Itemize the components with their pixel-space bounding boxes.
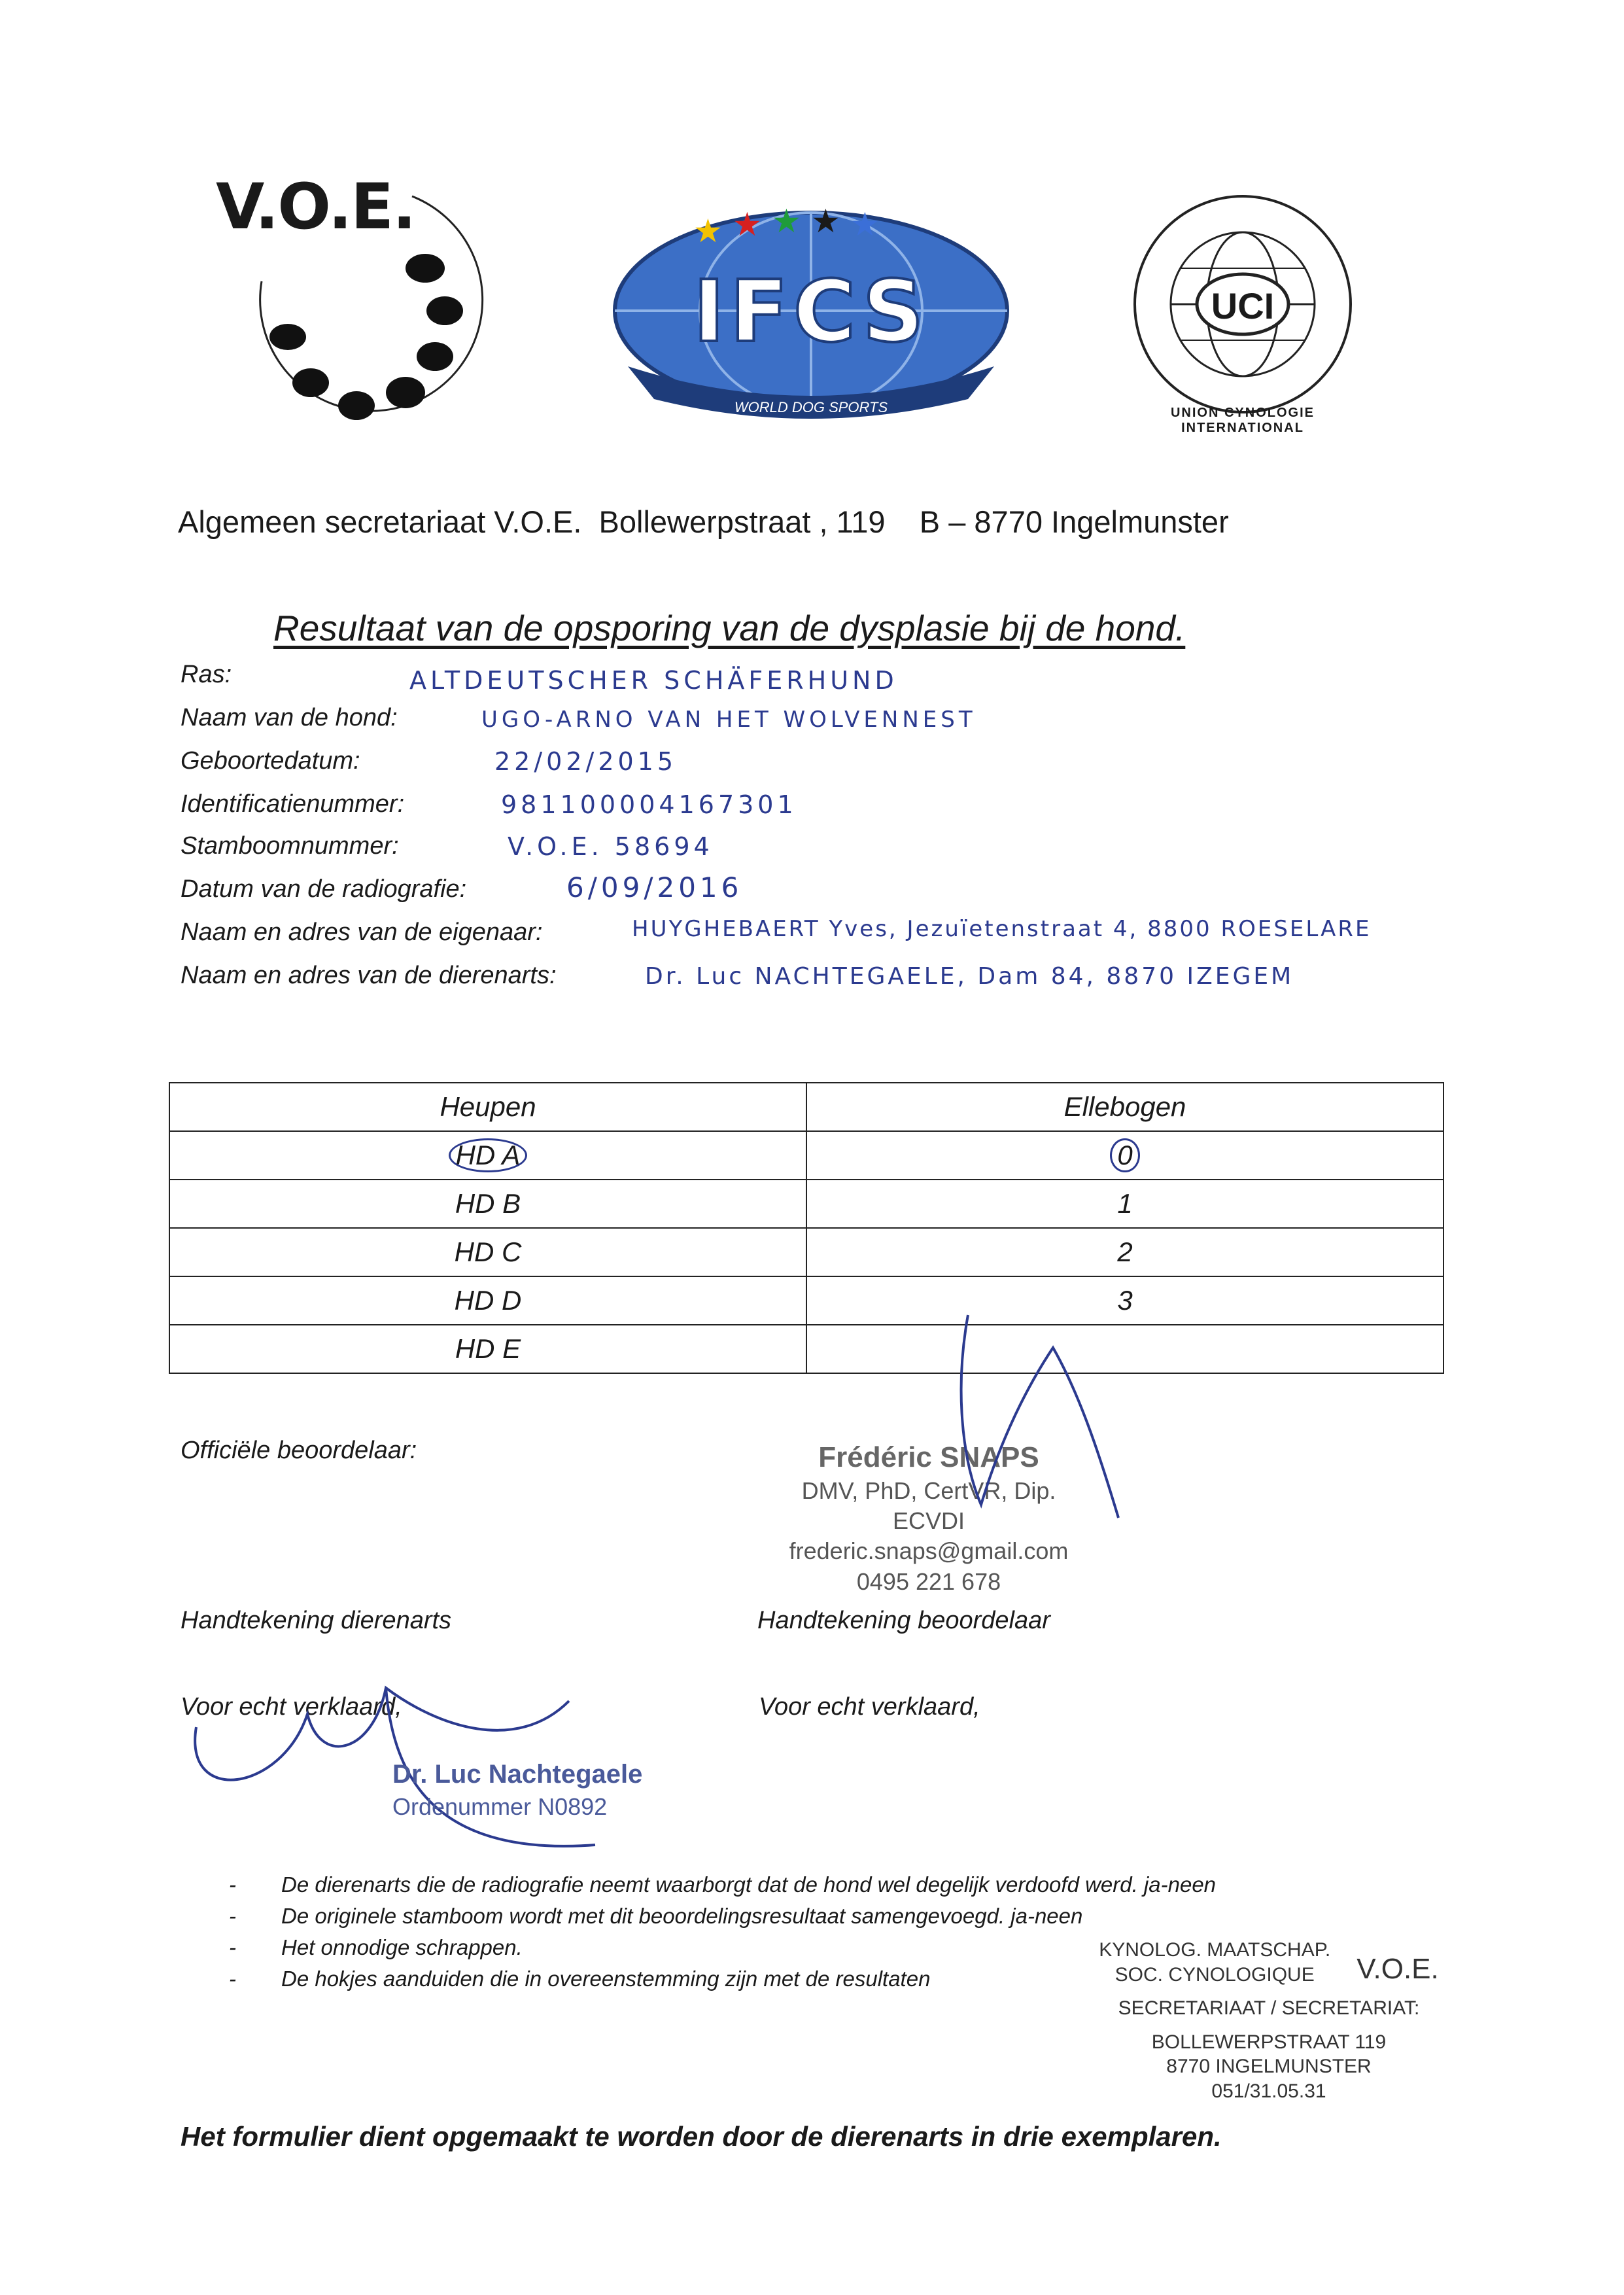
- ifcs-logo: [602, 203, 1020, 438]
- uci-logo: [1112, 183, 1373, 435]
- judge-signature-label: Handtekening beoordelaar: [757, 1607, 1050, 1634]
- stamp-line: 051/31.05.31: [1211, 2080, 1326, 2102]
- vet-stamp-name: Dr. Luc Nachtegaele: [392, 1760, 643, 1789]
- stamp-line: SECRETARIAAT / SECRETARIAT:: [1118, 1997, 1420, 2019]
- vet-certified-label: Voor echt verklaard,: [181, 1693, 402, 1721]
- table-row: [169, 1180, 1443, 1228]
- stamp-line: SOC. CYNOLOGIQUE: [1114, 1963, 1315, 1986]
- table-header-row: [169, 1083, 1443, 1131]
- voe-logo: [216, 170, 504, 445]
- field-label: Naam van de hond:: [181, 704, 398, 731]
- field-value: HUYGHEBAERT Yves, Jezuïetenstraat 4, 8800 ROESELARE: [632, 916, 1372, 942]
- elbows-grade[interactable]: 1: [806, 1180, 1443, 1228]
- ifcs-banner: WORLD DOG SPORTS: [734, 399, 888, 415]
- table-row: [169, 1325, 1443, 1373]
- table-row: [169, 1131, 1443, 1180]
- field-value: 981100004167301: [501, 790, 797, 819]
- uci-ring-text: UNION CYNOLOGIE INTERNATIONAL: [1170, 406, 1315, 435]
- uci-center-text: UCI: [1211, 285, 1275, 326]
- field-label: Stamboomnummer:: [181, 832, 399, 860]
- ifcs-logo-text: IFCS: [693, 262, 929, 361]
- field-value: V.O.E. 58694: [508, 832, 714, 861]
- field-label: Datum van de radiografie:: [181, 875, 467, 903]
- vet-stamp-number: Ordenummer N0892: [392, 1793, 608, 1820]
- table-row: [169, 1276, 1443, 1325]
- field-identification: [181, 790, 797, 819]
- svg-text:★: ★: [733, 206, 762, 243]
- field-label: Naam en adres van de eigenaar:: [181, 919, 543, 946]
- field-value: 6/09/2016: [566, 871, 743, 903]
- list-item: - Het onnodige schrappen.: [281, 1935, 1393, 1960]
- document-title: Resultaat van de opsporing van de dysplasie bij de hond.: [273, 608, 1186, 648]
- field-xray-date: [181, 871, 743, 903]
- field-owner: [181, 916, 1372, 947]
- voe-logo-text: V.O.E.: [216, 170, 415, 243]
- stamp-line: KYNOLOG. MAATSCHAP.: [1099, 1939, 1331, 1961]
- field-label: Naam en adres van de dierenarts:: [181, 962, 557, 989]
- hips-grade-selected[interactable]: HD A: [449, 1138, 528, 1172]
- field-vet: [181, 962, 1294, 990]
- judge-signature-icon: [942, 1308, 1138, 1524]
- field-pedigree: [181, 832, 714, 861]
- judge-email: frederic.snaps@gmail.com: [789, 1537, 1069, 1565]
- elbows-grade[interactable]: 2: [806, 1228, 1443, 1276]
- svg-text:★: ★: [811, 203, 840, 239]
- svg-text:★: ★: [772, 203, 801, 239]
- elbows-grade[interactable]: 3: [806, 1276, 1443, 1325]
- field-label: Geboortedatum:: [181, 747, 360, 775]
- stamp-line: BOLLEWERPSTRAAT 119: [1151, 2031, 1387, 2053]
- judge-titles: DMV, PhD, CertVR, Dip. ECVDI: [801, 1477, 1056, 1535]
- judge-certified-label: Voor echt verklaard,: [759, 1693, 980, 1721]
- voe-dog-ring-icon: [216, 170, 504, 445]
- voe-stamp: [1040, 1938, 1498, 2103]
- field-label: Ras:: [181, 661, 232, 688]
- field-value: ALTDEUTSCHER SCHÄFERHUND: [409, 666, 898, 695]
- vet-signature-label: Handtekening dierenarts: [181, 1607, 452, 1634]
- list-item: - De dierenarts die de radiografie neemt waarborgt dat de hond wel degelijk verdoofd werd. ja-neen: [281, 1872, 1393, 1897]
- judge-name: Frédéric SNAPS: [818, 1441, 1039, 1473]
- vet-stamp: [392, 1760, 642, 1821]
- dysplasia-grades-table: [169, 1082, 1444, 1374]
- stamp-line: 8770 INGELMUNSTER: [1166, 2056, 1372, 2077]
- svg-text:★: ★: [693, 213, 723, 249]
- field-value: UGO-ARNO VAN HET WOLVENNEST: [481, 707, 976, 733]
- stamp-voe: V.O.E.: [1356, 1953, 1439, 1985]
- vet-signature-icon: [177, 1596, 634, 1871]
- official-judge-label: Officiële beoordelaar:: [181, 1437, 417, 1464]
- list-item: - De originele stamboom wordt met dit beoordelingsresultaat samengevoegd. ja-neen: [281, 1904, 1393, 1929]
- field-dog-name: [181, 704, 976, 733]
- field-breed: [181, 661, 898, 695]
- elbows-grade-selected[interactable]: 0: [1110, 1138, 1139, 1172]
- hips-grade[interactable]: HD E: [169, 1325, 806, 1373]
- table-row: [169, 1228, 1443, 1276]
- hips-grade[interactable]: HD C: [169, 1228, 806, 1276]
- hips-grade[interactable]: HD D: [169, 1276, 806, 1325]
- list-item: - De hokjes aanduiden die in overeenstemming zijn met de resultaten: [281, 1967, 1393, 1991]
- secretariat-address: Algemeen secretariaat V.O.E. Bollewerpstraat , 119 B – 8770 Ingelmunster: [178, 504, 1229, 539]
- svg-text:★: ★: [850, 206, 880, 243]
- field-value: Dr. Luc NACHTEGAELE, Dam 84, 8870 IZEGEM: [645, 963, 1294, 990]
- header-elbows: Ellebogen: [806, 1083, 1443, 1131]
- field-birthdate: [181, 747, 678, 776]
- hips-grade[interactable]: HD B: [169, 1180, 806, 1228]
- field-value: 22/02/2015: [494, 747, 678, 776]
- footer-note: Het formulier dient opgemaakt te worden door de dierenarts in drie exemplaren.: [181, 2121, 1222, 2152]
- field-label: Identificatienummer:: [181, 790, 405, 818]
- header-hips: Heupen: [169, 1083, 806, 1131]
- judge-phone: 0495 221 678: [856, 1568, 1001, 1595]
